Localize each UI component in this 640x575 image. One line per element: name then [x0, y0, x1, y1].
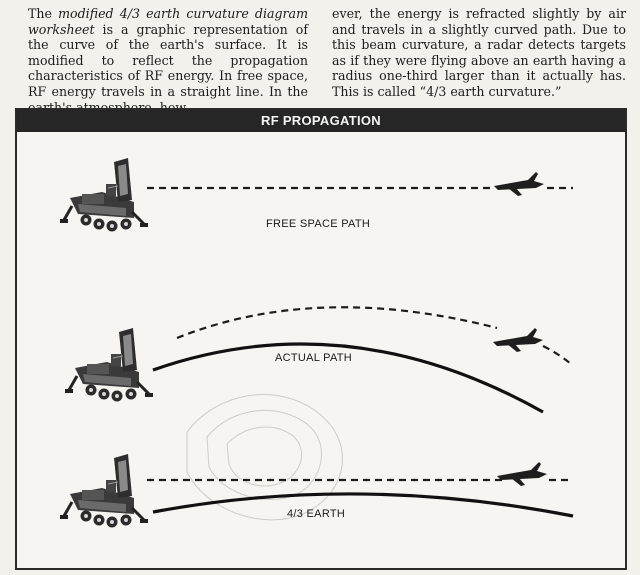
free-space-path-label: FREE SPACE PATH [266, 218, 371, 230]
jet-icon [497, 462, 547, 486]
paragraph-left: The modified 4/3 earth curvature diagram worksheet is a graphic representation of the curve of the earth's surface. It is modified to reflect the propagation characteristics of RF energy. In free space, RF energy travels in a straight line. In the [28, 6, 309, 99]
rf-propagation-figure [15, 108, 627, 570]
four-thirds-earth-label: 4/3 EARTH [287, 508, 346, 520]
radar-unit-icon [65, 328, 153, 402]
jet-icon [494, 172, 544, 196]
article-text [14, 6, 626, 115]
figure-illustration [17, 132, 625, 570]
jet-icon [493, 328, 543, 352]
background-contour [187, 395, 342, 520]
four-thirds-earth-curve [153, 494, 573, 516]
figure-title: RF PROPAGATION [17, 110, 625, 132]
refracted-beam [177, 307, 497, 338]
radar-unit-icon [60, 454, 148, 528]
text-column-left [14, 6, 308, 115]
actual-path-label: ACTUAL PATH [275, 352, 353, 364]
text-column-right [332, 6, 626, 115]
italic-term: modified 4/3 earth curvature diagram worksheet [28, 6, 309, 37]
radar-unit-icon [60, 158, 148, 232]
paragraph-right: ever, the energy is refracted slightly by air and travels in a slightly curved path. Due to this beam curvature, a radar detects targets as if they were flying above an earth having a radius one-third larger than it actually has. This is called “4/3 earth curvature.” [332, 6, 626, 99]
